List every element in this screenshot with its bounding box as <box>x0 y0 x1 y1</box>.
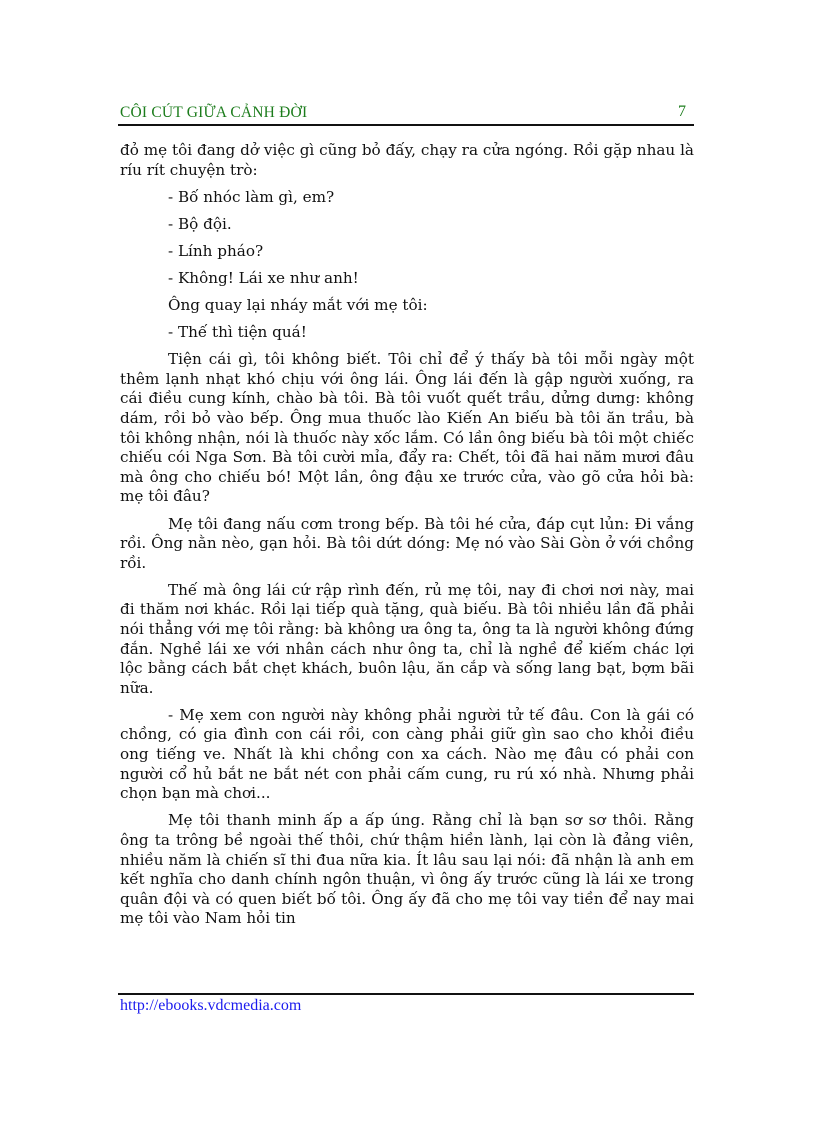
paragraph: Mẹ tôi đang nấu cơm trong bếp. Bà tôi hé cửa, đáp cụt lủn: Đi vắng rồi. Ông nằn nèo, gạn hỏi. Bà tôi dứt dóng: Mẹ nó vào Sài Gòn ở với chồng rồi. <box>120 514 694 572</box>
paragraph: Tiện cái gì, tôi không biết. Tôi chỉ để ý thấy bà tôi mỗi ngày một thêm lạnh nhạt khó chịu với ông lái. Ông lái đến là gập người xuống, ra cái điều cung kính, chào bà tôi. Bà tôi vuốt quết trầu, dửng dưng: không dám, rồi bỏ vào bếp. Ông mua thuốc lào Kiến An biếu bà tôi ăn trầu, bà tôi không nhận, nói là thuốc này xốc lắm. Có lần ông biếu bà tôi một chiếc chiếu cói Nga Sơn. Bà tôi cười mỉa, đẩy ra: Chết, tôi đã hai năm mươi đâu mà ông cho chiếu bó! Một lần, ông đậu xe trước cửa, vào gõ cửa hỏi bà: mẹ tôi đâu? <box>120 350 694 506</box>
dialogue-line: - Không! Lái xe như anh! <box>168 268 359 287</box>
book-title: CÔI CÚT GIỮA CẢNH ĐỜI <box>120 104 308 121</box>
paragraph: Thế mà ông lái cứ rập rình đến, rủ mẹ tôi, nay đi chơi nơi này, mai đi thăm nơi khác. Rồi lại tiếp quà tặng, quà biếu. Bà tôi nhiều lần đã phải nói thẳng với mẹ tôi rằng: bà không ưa ông ta, ông ta là người không đứng đắn. Nghề lái xe với nhân cách như ông ta, chỉ là nghề để kiếm chác lợi lộc bằng cách bắt chẹt khách, buôn lậu, ăn cắp và sống lang bạt, bợm bãi nữa. <box>120 580 694 697</box>
footer-link[interactable]: http://ebooks.vdcmedia.com <box>120 997 302 1014</box>
paragraph: Mẹ tôi thanh minh ấp a ấp úng. Rằng chỉ là bạn sơ sơ thôi. Rằng ông ta trông bề ngoài thế thôi, chứ thậm hiền lành, lại còn là đảng viên, nhiều năm là chiến sĩ thi đua nữa kia. Ít lâu sau lại nói: đã nhận là anh em kết nghĩa cho danh chính ngôn thuận, vì ông ấy trước cũng là lái xe trong quân đội và có quen biết bố tôi. Ông ấy đã cho mẹ tôi vay tiền để nay mai mẹ tôi vào Nam hỏi tin <box>120 811 694 928</box>
paragraph: Ông quay lại nháy mắt với mẹ tôi: <box>168 296 428 315</box>
dialogue-line: - Bố nhóc làm gì, em? <box>168 187 335 206</box>
footer-rule <box>118 993 694 995</box>
page-number: 7 <box>678 103 686 120</box>
dialogue-line: - Thế thì tiện quá! <box>168 323 307 342</box>
paragraph: đỏ mẹ tôi đang dở việc gì cũng bỏ đấy, chạy ra cửa ngóng. Rồi gặp nhau là ríu rít chuyện trò: <box>120 141 694 179</box>
page-body <box>120 141 694 929</box>
dialogue-line: - Lính pháo? <box>168 241 264 260</box>
dialogue-line: - Bộ đội. <box>168 214 232 233</box>
dialogue-paragraph: - Mẹ xem con người này không phải người tử tế đâu. Con là gái có chồng, có gia đình con cái rồi, con càng phải giữ gìn sao cho khỏi điều ong tiếng ve. Nhất là khi chồng con xa cách. Nào mẹ đâu có phải con người cổ hủ bắt ne bắt nét con phải cấm cung, ru rú xó nhà. Nhưng phải chọn bạn mà chơi... <box>120 705 694 803</box>
running-header <box>118 102 694 126</box>
